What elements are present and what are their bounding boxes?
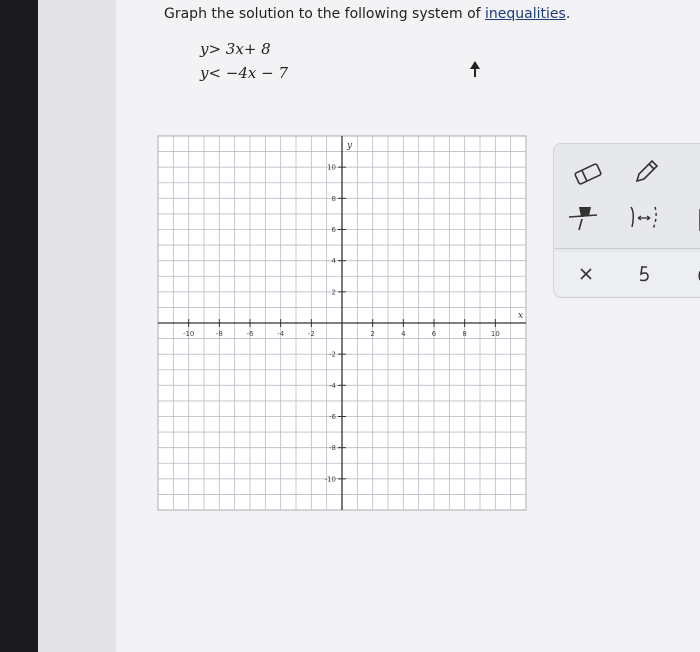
more-tool[interactable] (686, 202, 700, 238)
eraser-tool[interactable] (568, 156, 608, 192)
delete-button[interactable] (566, 256, 606, 292)
toolbar-divider (554, 248, 700, 249)
x-tick-label: 2 (370, 330, 375, 338)
inequalities-link[interactable]: inequalities (485, 6, 566, 22)
pencil-tool[interactable] (626, 154, 666, 190)
eraser-icon (572, 163, 604, 185)
x-tick-label: 10 (490, 330, 500, 338)
coordinate-graph[interactable] (156, 134, 528, 512)
undo-button[interactable] (624, 256, 664, 292)
pencil-icon (631, 157, 661, 187)
partial-redo-icon (694, 264, 700, 284)
undo-icon (635, 264, 653, 284)
y-tick-label: 6 (331, 226, 336, 234)
x-tick-label: -6 (246, 330, 254, 338)
x-tick-label: -4 (277, 330, 285, 338)
x-tick-label: -8 (215, 330, 223, 338)
dashed-line-tool[interactable] (624, 200, 664, 236)
inequality-1: y> 3x+ 8 (200, 40, 271, 58)
inequality-2: y< −4x − 7 (200, 64, 289, 82)
x-axis-label: x (518, 311, 524, 321)
x-tick-label: 4 (401, 330, 406, 338)
question-prefix: Graph the solution to the following system of (164, 6, 486, 22)
redo-button[interactable] (684, 256, 700, 292)
screen-edge (0, 0, 38, 652)
shade-region-icon (567, 203, 601, 233)
y-axis-label: y (347, 141, 353, 151)
question-suffix: . (565, 6, 571, 22)
toolbar-actions (554, 252, 700, 296)
y-tick-label: -6 (329, 413, 336, 421)
question-text (164, 6, 570, 22)
graph-toolbar (553, 143, 700, 298)
x-tick-label: 8 (462, 330, 467, 338)
x-tick-label: 6 (431, 330, 437, 338)
dashed-line-icon (627, 203, 661, 233)
y-tick-label: 10 (327, 163, 336, 172)
x-tick-label: -2 (307, 330, 315, 338)
y-tick-label: -4 (329, 381, 336, 390)
y-tick-label: 2 (331, 288, 336, 297)
y-tick-label: -2 (329, 350, 336, 359)
mouse-cursor-icon (468, 60, 482, 78)
y-tick-label: 4 (331, 257, 336, 266)
y-tick-label: 8 (331, 194, 336, 203)
left-panel (38, 0, 116, 652)
shade-region-tool[interactable] (564, 200, 604, 236)
x-tick-label: -10 (182, 330, 195, 338)
partial-tool-icon (696, 206, 700, 234)
y-tick-label: -8 (329, 444, 336, 453)
y-tick-label: -10 (324, 475, 336, 484)
close-icon (578, 266, 594, 282)
